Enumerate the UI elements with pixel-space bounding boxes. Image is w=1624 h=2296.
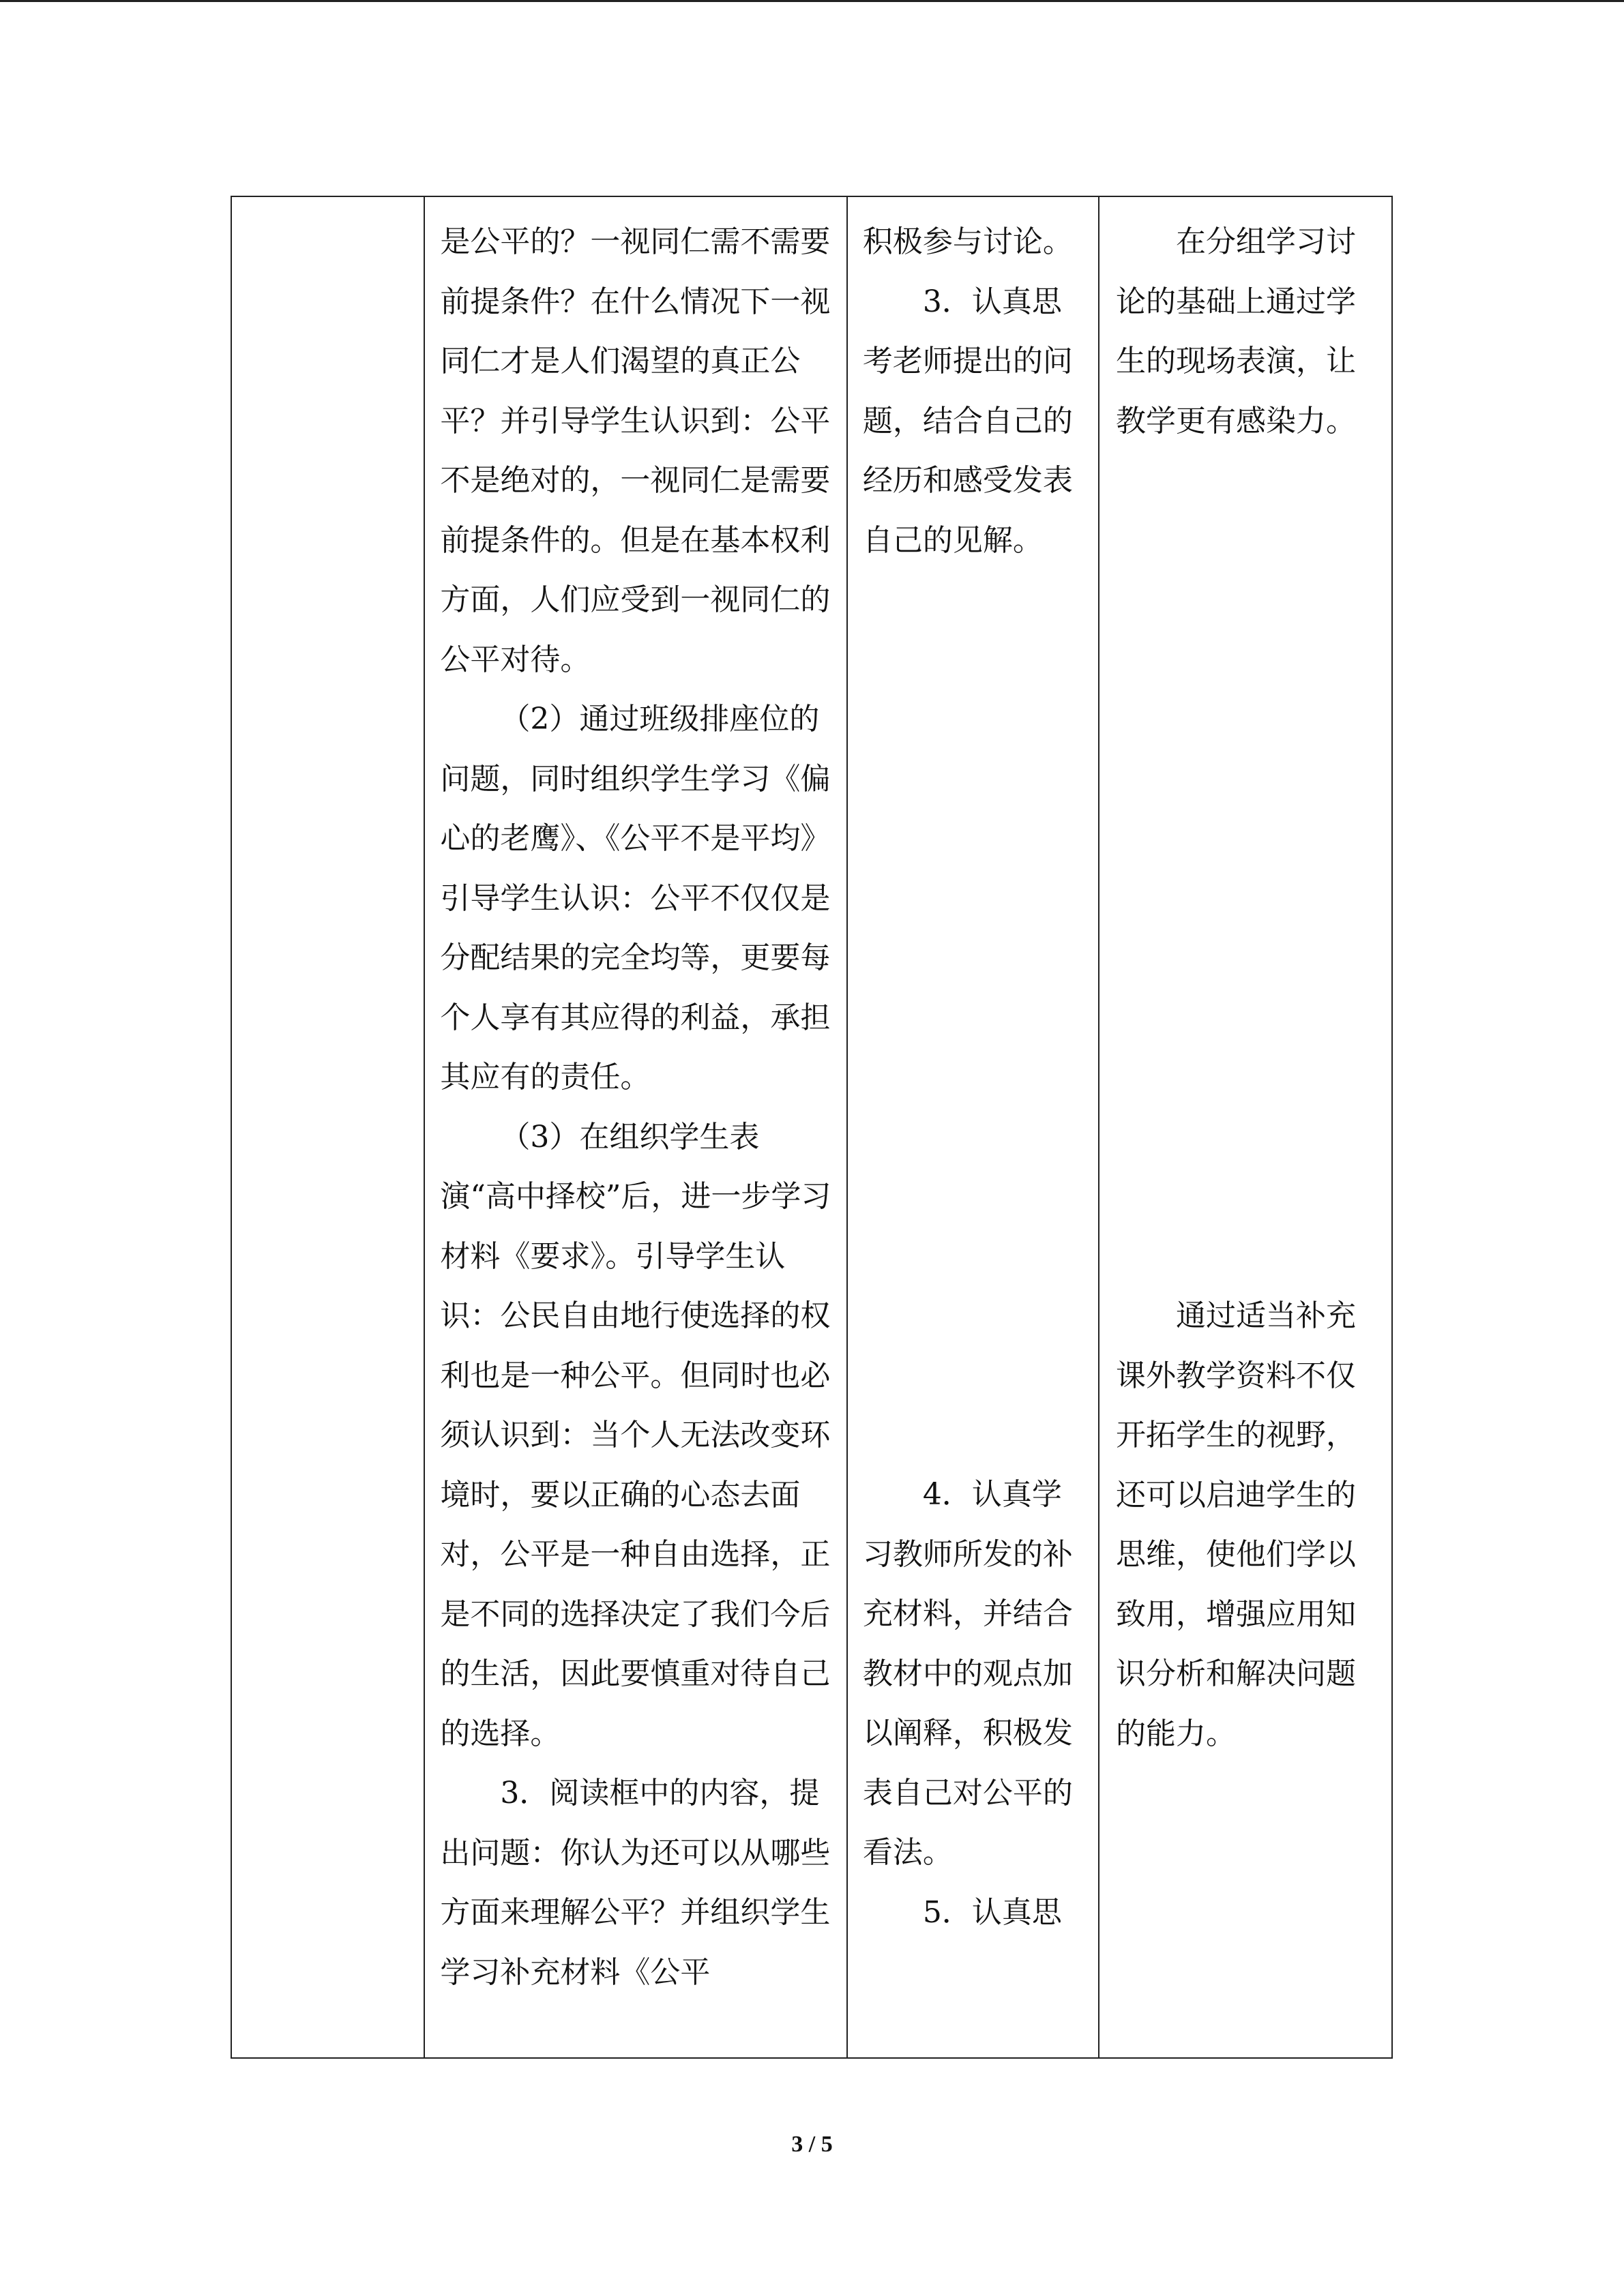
- design-intent-column: [1099, 197, 1391, 2057]
- teacher-paragraph: 是公平的？一视同仁需不需要前提条件？在什么情况下一视同仁才是人们渴望的真正公平？并引导学生认识到：公平不是绝对的，一视同仁是需要前提条件的。但是在基本权利方面，人们应受到一视同仁的公平对待。: [440, 224, 831, 677]
- teacher-activity-column: [425, 197, 848, 2057]
- teacher-paragraph: （3）在组织学生表演“高中择校”后，进一步学习材料《要求》。引导学生认识：公民自由地行使选择的权利也是一种公平。但同时也必须认识到：当个人无法改变环境时，要以正确的心态去面对，公平是一种自由选择，正是不同的选择决定了我们今后的生活，因此要慎重对待自己的选择。: [440, 1119, 831, 1751]
- student-paragraph: 积极参与讨论。: [862, 224, 1073, 259]
- student-paragraph: 3．认真思考老师提出的问题，结合自己的经历和感受发表自己的见解。: [862, 284, 1073, 558]
- stage-column: [232, 197, 425, 2057]
- student-paragraph: 4．认真学习教师所发的补充材料，并结合教材中的观点加以阐释，积极发表自己对公平的看法。: [862, 1477, 1073, 1870]
- intent-paragraph: 通过适当补充课外教学资料不仅开拓学生的视野，还可以启迪学生的思维，使他们学以致用，增强应用知识分析和解决问题的能力。: [1116, 1298, 1357, 1751]
- lesson-plan-table: [231, 196, 1393, 2059]
- spacer: [863, 570, 1086, 1465]
- page-number: 3 / 5: [791, 2132, 833, 2157]
- student-paragraph: 5．认真思: [922, 1894, 1062, 1930]
- teacher-paragraph: 3．阅读框中的内容，提出问题：你认为还可以从哪些方面来理解公平？并组织学生学习补充材料《公平: [440, 1776, 831, 1990]
- student-activity-column: [848, 197, 1099, 2057]
- top-border-line: [0, 0, 1624, 2]
- intent-paragraph: 在分组学习讨论的基础上通过学生的现场表演，让教学更有感染力。: [1116, 224, 1357, 438]
- spacer: [1116, 451, 1379, 1286]
- teacher-paragraph: （2）通过班级排座位的问题，同时组织学生学习《偏心的老鹰》、《公平不是平均》引导学生认识：公平不仅仅是分配结果的完全均等，更要每个人享有其应得的利益，承担其应有的责任。: [440, 702, 831, 1094]
